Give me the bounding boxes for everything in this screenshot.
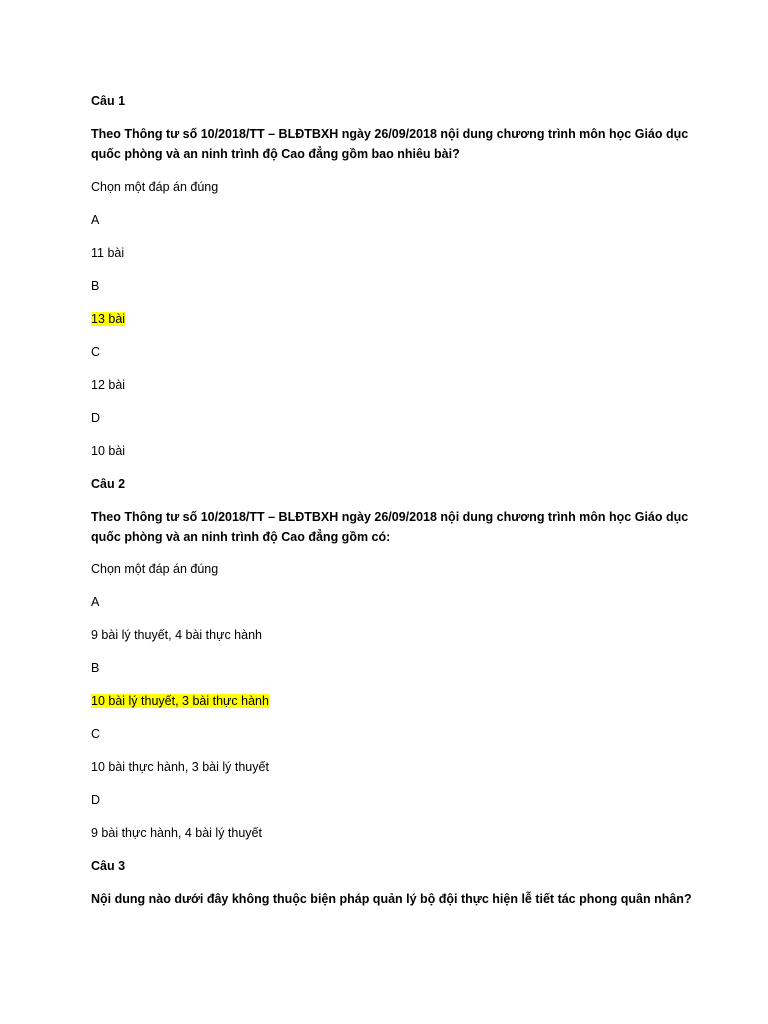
question-2-instruction: Chọn một đáp án đúng (91, 562, 219, 576)
question-1-option-b-text-highlighted: 13 bài (91, 312, 126, 326)
question-2-option-d-letter: D (91, 793, 101, 807)
question-1-text-line-1: Theo Thông tư số 10/2018/TT – BLĐTBXH ngày 26/09/2018 nội dung chương trình môn học Giáo dục (91, 127, 689, 141)
question-2-option-a-letter: A (91, 595, 100, 609)
question-3-label: Câu 3 (91, 859, 126, 873)
question-2-text-line-2: quốc phòng và an ninh trình độ Cao đẳng gồm có: (91, 530, 391, 544)
question-1-option-a-text: 11 bài (91, 246, 125, 260)
question-2-option-c-letter: C (91, 727, 101, 741)
question-1-option-d-text: 10 bài (91, 444, 126, 458)
question-1-option-b-letter: B (91, 279, 100, 293)
question-2-label: Câu 2 (91, 477, 126, 491)
question-2-option-c-text: 10 bài thực hành, 3 bài lý thuyết (91, 760, 269, 774)
question-1-option-c-letter: C (91, 345, 101, 359)
question-2-option-d-text: 9 bài thực hành, 4 bài lý thuyết (91, 826, 262, 840)
question-1-option-d-letter: D (91, 411, 101, 425)
question-1-instruction: Chọn một đáp án đúng (91, 180, 219, 194)
question-1-option-a-letter: A (91, 213, 100, 227)
question-2-text-line-1: Theo Thông tư số 10/2018/TT – BLĐTBXH ngày 26/09/2018 nội dung chương trình môn học Giáo dục (91, 510, 689, 524)
question-3-text-line-1: Nội dung nào dưới đây không thuộc biện pháp quản lý bộ đội thực hiện lễ tiết tác phong quân nhân? (91, 892, 692, 906)
question-2-option-b-letter: B (91, 661, 100, 675)
question-1-option-c-text: 12 bài (91, 378, 126, 392)
question-2-option-a-text: 9 bài lý thuyết, 4 bài thực hành (91, 628, 262, 642)
question-1-text-line-2: quốc phòng và an ninh trình độ Cao đẳng gồm bao nhiêu bài? (91, 147, 460, 161)
question-2-option-b-text-highlighted: 10 bài lý thuyết, 3 bài thực hành (91, 694, 269, 708)
question-1-label: Câu 1 (91, 94, 126, 108)
